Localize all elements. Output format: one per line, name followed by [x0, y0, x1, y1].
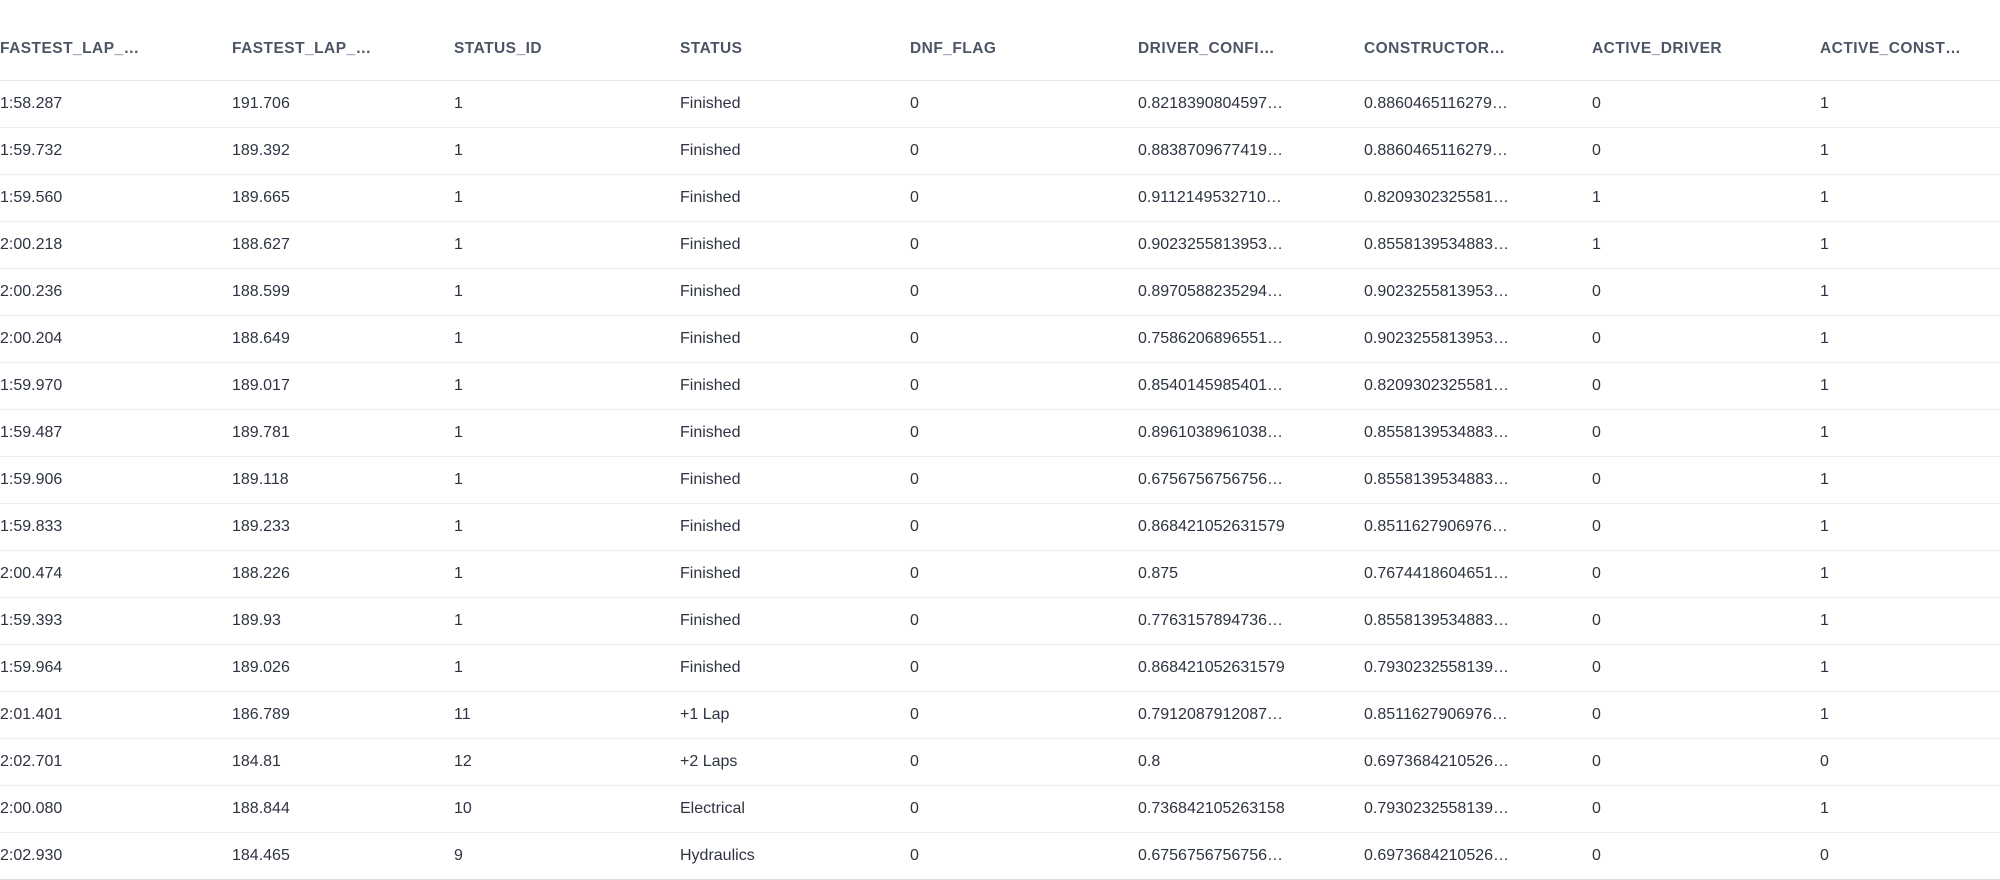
table-cell: 0	[1592, 504, 1820, 551]
table-cell: 0.8970588235294…	[1138, 269, 1364, 316]
table-cell: 0	[910, 551, 1138, 598]
table-cell: 1	[454, 363, 680, 410]
table-cell: 0	[1592, 692, 1820, 739]
table-cell: 0	[910, 222, 1138, 269]
table-row[interactable]	[0, 316, 2000, 363]
table-cell: 189.665	[232, 175, 454, 222]
table-row[interactable]	[0, 269, 2000, 316]
table-row[interactable]	[0, 833, 2000, 880]
table-cell: 0	[1592, 128, 1820, 175]
table-cell: 2:02.930	[0, 833, 232, 880]
table-cell: 0.8558139534883…	[1364, 410, 1592, 457]
table-cell: 0	[910, 269, 1138, 316]
table-cell: 1	[1592, 175, 1820, 222]
table-cell: 1:59.560	[0, 175, 232, 222]
table-cell: 0.8540145985401…	[1138, 363, 1364, 410]
table-cell: 1	[1820, 81, 2000, 128]
table-cell: 0.8	[1138, 739, 1364, 786]
table-cell: 0	[910, 457, 1138, 504]
table-cell: 1	[1820, 457, 2000, 504]
table-cell: 0.6756756756756…	[1138, 457, 1364, 504]
table-cell: Finished	[680, 81, 910, 128]
table-cell: 191.706	[232, 81, 454, 128]
table-cell: 2:01.401	[0, 692, 232, 739]
table-cell: Finished	[680, 316, 910, 363]
table-cell: 2:00.218	[0, 222, 232, 269]
table-cell: 1	[454, 175, 680, 222]
table-cell: +2 Laps	[680, 739, 910, 786]
table-cell: 1	[1820, 598, 2000, 645]
table-cell: 1	[1820, 786, 2000, 833]
table-cell: 188.599	[232, 269, 454, 316]
table-cell: 2:00.204	[0, 316, 232, 363]
table-cell: Finished	[680, 410, 910, 457]
column-header-driver-confidence[interactable]: DRIVER_CONFI…	[1138, 0, 1364, 81]
table-row[interactable]	[0, 410, 2000, 457]
table-cell: 0	[910, 645, 1138, 692]
table-cell: 0.8860465116279…	[1364, 81, 1592, 128]
table-cell: 0	[910, 692, 1138, 739]
table-cell: 0	[1592, 551, 1820, 598]
table-cell: 0	[1820, 739, 2000, 786]
table-cell: 0.8558139534883…	[1364, 222, 1592, 269]
table-cell: 11	[454, 692, 680, 739]
table-cell: 0.7930232558139…	[1364, 786, 1592, 833]
table-cell: 0.6756756756756…	[1138, 833, 1364, 880]
table-cell: Hydraulics	[680, 833, 910, 880]
table-cell: 1	[454, 598, 680, 645]
table-cell: 184.81	[232, 739, 454, 786]
table-cell: 1	[1820, 692, 2000, 739]
table-cell: 1	[1820, 551, 2000, 598]
table-cell: 1	[1820, 363, 2000, 410]
column-header-fastest-lap-time[interactable]: FASTEST_LAP_…	[0, 0, 232, 81]
table-cell: 0.736842105263158	[1138, 786, 1364, 833]
column-header-dnf-flag[interactable]: DNF_FLAG	[910, 0, 1138, 81]
table-row[interactable]	[0, 363, 2000, 410]
column-header-active-constructor[interactable]: ACTIVE_CONST…	[1820, 0, 2000, 81]
table-cell: 0	[910, 786, 1138, 833]
table-cell: 0	[910, 739, 1138, 786]
table-cell: 0	[1592, 457, 1820, 504]
table-row[interactable]	[0, 81, 2000, 128]
table-cell: 1	[1820, 316, 2000, 363]
table-cell: 0.868421052631579	[1138, 504, 1364, 551]
table-cell: Finished	[680, 269, 910, 316]
table-cell: 0.8209302325581…	[1364, 175, 1592, 222]
table-cell: 1	[1820, 410, 2000, 457]
table-cell: 188.844	[232, 786, 454, 833]
table-cell: 0	[910, 504, 1138, 551]
table-row[interactable]	[0, 457, 2000, 504]
table-cell: 0.9023255813953…	[1364, 316, 1592, 363]
column-header-status[interactable]: STATUS	[680, 0, 910, 81]
table-cell: 1:59.393	[0, 598, 232, 645]
table-header-row	[0, 0, 2000, 81]
column-header-active-driver[interactable]: ACTIVE_DRIVER	[1592, 0, 1820, 81]
table-cell: 1:59.906	[0, 457, 232, 504]
table-cell: 1	[454, 128, 680, 175]
table-cell: 0.8558139534883…	[1364, 598, 1592, 645]
table-cell: 189.392	[232, 128, 454, 175]
table-cell: 1:59.970	[0, 363, 232, 410]
column-header-constructor[interactable]: CONSTRUCTOR…	[1364, 0, 1592, 81]
table-cell: 189.781	[232, 410, 454, 457]
table-row[interactable]	[0, 175, 2000, 222]
table-cell: 9	[454, 833, 680, 880]
table-cell: 0.8838709677419…	[1138, 128, 1364, 175]
table-cell: 0	[910, 410, 1138, 457]
table-cell: Finished	[680, 504, 910, 551]
table-cell: 1	[454, 551, 680, 598]
table-cell: 0	[1592, 316, 1820, 363]
table-cell: Finished	[680, 551, 910, 598]
table-cell: 0	[910, 833, 1138, 880]
table-cell: 0.9023255813953…	[1364, 269, 1592, 316]
table-cell: +1 Lap	[680, 692, 910, 739]
table-cell: 0	[910, 175, 1138, 222]
table-cell: 1	[1820, 504, 2000, 551]
table-cell: 0	[1592, 269, 1820, 316]
table-cell: 1	[1820, 269, 2000, 316]
table-cell: 2:00.474	[0, 551, 232, 598]
table-cell: Finished	[680, 222, 910, 269]
table-cell: 0	[1592, 363, 1820, 410]
table-cell: 184.465	[232, 833, 454, 880]
table-cell: 0	[910, 598, 1138, 645]
table-cell: 0.7912087912087…	[1138, 692, 1364, 739]
table-cell: 0.8961038961038…	[1138, 410, 1364, 457]
table-row[interactable]	[0, 128, 2000, 175]
table-cell: Finished	[680, 598, 910, 645]
table-cell: 1	[454, 645, 680, 692]
table-cell: 1	[1592, 222, 1820, 269]
table-header	[0, 0, 2000, 81]
table-cell: 1	[1820, 222, 2000, 269]
table-cell: 0.8511627906976…	[1364, 692, 1592, 739]
table-cell: 0.7930232558139…	[1364, 645, 1592, 692]
table-cell: 189.233	[232, 504, 454, 551]
table-row[interactable]	[0, 504, 2000, 551]
table-cell: 1	[1820, 645, 2000, 692]
table-cell: Electrical	[680, 786, 910, 833]
table-cell: 12	[454, 739, 680, 786]
table-cell: 0	[1592, 598, 1820, 645]
table-cell: 1	[454, 504, 680, 551]
table-cell: 0	[1592, 645, 1820, 692]
table-cell: Finished	[680, 363, 910, 410]
table-row[interactable]	[0, 222, 2000, 269]
table-cell: 1:58.287	[0, 81, 232, 128]
table-cell: 0.7586206896551…	[1138, 316, 1364, 363]
table-cell: 1:59.833	[0, 504, 232, 551]
table-cell: 2:00.080	[0, 786, 232, 833]
table-cell: 1:59.487	[0, 410, 232, 457]
table-cell: 1	[454, 222, 680, 269]
table-cell: 0.6973684210526…	[1364, 739, 1592, 786]
table-cell: 2:02.701	[0, 739, 232, 786]
table-cell: 0	[1592, 410, 1820, 457]
table-cell: 0	[1592, 786, 1820, 833]
table-cell: 10	[454, 786, 680, 833]
table-cell: 189.026	[232, 645, 454, 692]
table-cell: 0	[910, 128, 1138, 175]
table-cell: 0.7674418604651…	[1364, 551, 1592, 598]
table-cell: 0	[910, 363, 1138, 410]
table-cell: 1:59.732	[0, 128, 232, 175]
table-cell: 188.226	[232, 551, 454, 598]
table-cell: 1	[454, 81, 680, 128]
table-cell: 0.875	[1138, 551, 1364, 598]
table-cell: 0	[910, 81, 1138, 128]
table-cell: 189.017	[232, 363, 454, 410]
table-cell: 0	[1592, 833, 1820, 880]
table-cell: 0.868421052631579	[1138, 645, 1364, 692]
table-cell: 0.9112149532710…	[1138, 175, 1364, 222]
table-cell: 2:00.236	[0, 269, 232, 316]
table-body	[0, 81, 2000, 880]
table-cell: Finished	[680, 457, 910, 504]
table-cell: 189.118	[232, 457, 454, 504]
table-cell: 0.7763157894736…	[1138, 598, 1364, 645]
table-cell: 1	[1820, 175, 2000, 222]
table-row[interactable]	[0, 551, 2000, 598]
table-cell: 0	[1592, 81, 1820, 128]
table-row[interactable]	[0, 598, 2000, 645]
table-cell: 188.627	[232, 222, 454, 269]
table-cell: 0.8218390804597…	[1138, 81, 1364, 128]
table-cell: 1	[454, 457, 680, 504]
column-header-fastest-lap-speed[interactable]: FASTEST_LAP_…	[232, 0, 454, 81]
table-cell: 1:59.964	[0, 645, 232, 692]
table-cell: 0	[910, 316, 1138, 363]
table-cell: Finished	[680, 645, 910, 692]
table-cell: 0	[1820, 833, 2000, 880]
table-cell: 188.649	[232, 316, 454, 363]
table-cell: 1	[454, 269, 680, 316]
table-cell: 1	[1820, 128, 2000, 175]
table-cell: 1	[454, 316, 680, 363]
table-cell: 189.93	[232, 598, 454, 645]
table-row[interactable]	[0, 645, 2000, 692]
table-cell: 0.8209302325581…	[1364, 363, 1592, 410]
table-cell: Finished	[680, 175, 910, 222]
table-row[interactable]	[0, 692, 2000, 739]
table-cell: 0.8860465116279…	[1364, 128, 1592, 175]
table-row[interactable]	[0, 739, 2000, 786]
table-cell: 186.789	[232, 692, 454, 739]
table-cell: 0.9023255813953…	[1138, 222, 1364, 269]
table-cell: 0.8558139534883…	[1364, 457, 1592, 504]
table-cell: 1	[454, 410, 680, 457]
table-row[interactable]	[0, 786, 2000, 833]
table-cell: Finished	[680, 128, 910, 175]
column-header-status-id[interactable]: STATUS_ID	[454, 0, 680, 81]
table-cell: 0	[1592, 739, 1820, 786]
table-cell: 0.6973684210526…	[1364, 833, 1592, 880]
table-cell: 0.8511627906976…	[1364, 504, 1592, 551]
